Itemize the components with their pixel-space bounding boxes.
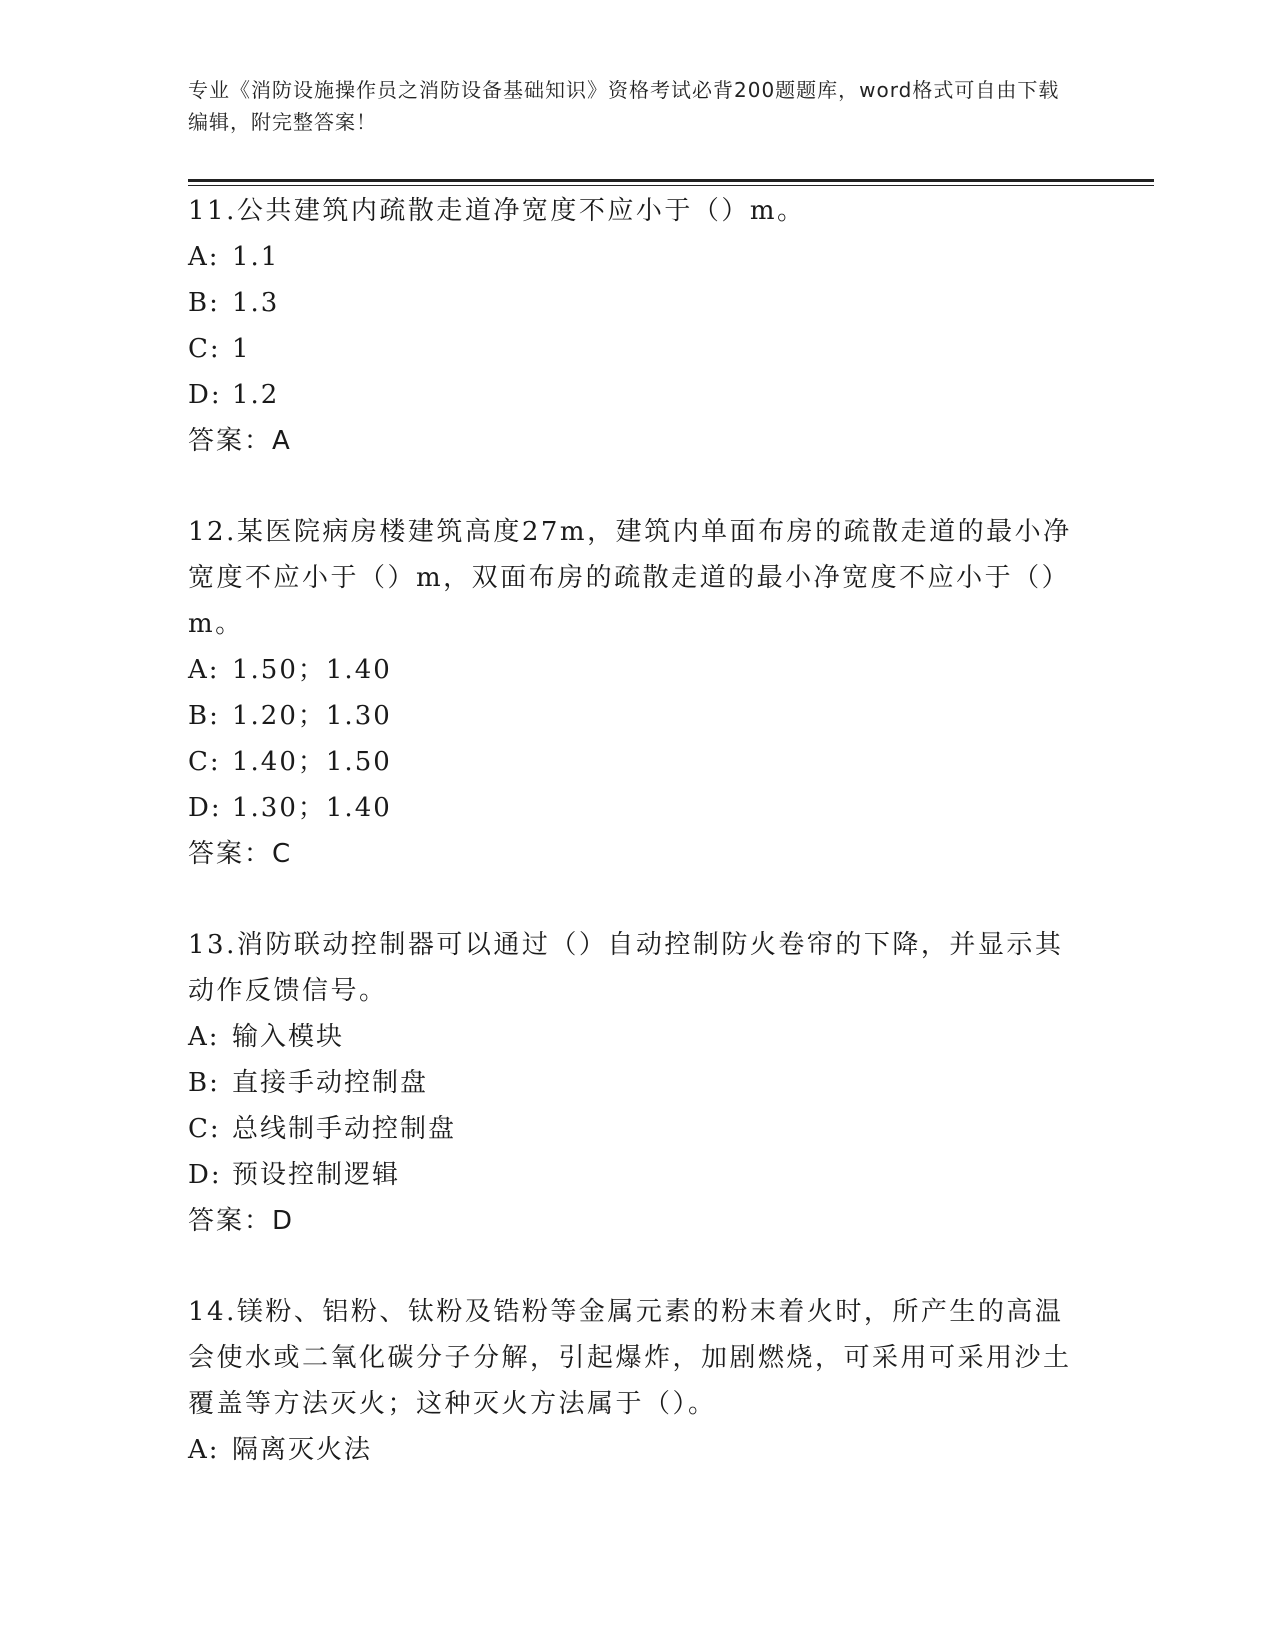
option-text: 1.3 — [232, 288, 280, 318]
option-label: A: — [188, 242, 220, 272]
header-rule-thick — [188, 179, 1154, 182]
option-label: D: — [188, 380, 222, 410]
option-text: 直接手动控制盘 — [232, 1068, 429, 1098]
option-c — [188, 739, 1088, 785]
question-11 — [188, 188, 1088, 464]
question-14 — [188, 1289, 1088, 1473]
question-gap — [188, 1244, 1088, 1289]
option-text: 输入模块 — [232, 1022, 345, 1052]
option-b — [188, 1060, 1088, 1106]
question-text: 14.镁粉、铝粉、钛粉及锆粉等金属元素的粉末着火时，所产生的高温会使水或二氧化碳分子分解，引起爆炸，加剧燃烧，可采用可采用沙土覆盖等方法灭火；这种灭火方法属于（）。 — [188, 1297, 1072, 1419]
option-label: B: — [188, 288, 220, 318]
option-text: 1.30；1.40 — [232, 793, 392, 823]
answer: 答案：C — [188, 839, 293, 869]
option-label: C: — [188, 334, 221, 364]
option-text: 隔离灭火法 — [232, 1435, 373, 1465]
option-c — [188, 326, 1088, 372]
answer: 答案：D — [188, 1206, 295, 1236]
option-label: D: — [188, 793, 222, 823]
option-b — [188, 693, 1088, 739]
option-d — [188, 1152, 1088, 1198]
option-text: 1.40；1.50 — [232, 747, 392, 777]
option-label: A: — [188, 1022, 220, 1052]
option-label: C: — [188, 747, 221, 777]
question-text: 12.某医院病房楼建筑高度27m，建筑内单面布房的疏散走道的最小净宽度不应小于（）m，双面布房的疏散走道的最小净宽度不应小于（）m。 — [188, 517, 1072, 639]
header-rule-thin — [188, 185, 1154, 186]
option-text: 总线制手动控制盘 — [232, 1114, 457, 1144]
question-gap — [188, 877, 1088, 922]
option-text: 1.20；1.30 — [232, 701, 392, 731]
option-a — [188, 647, 1088, 693]
option-a — [188, 1427, 1088, 1473]
option-a — [188, 234, 1088, 280]
option-d — [188, 785, 1088, 831]
question-13 — [188, 922, 1088, 1244]
option-text: 1 — [232, 334, 251, 364]
document-header: 专业《消防设施操作员之消防设备基础知识》资格考试必背200题题库，word格式可自由下载编辑，附完整答案！ — [188, 78, 1060, 134]
option-c — [188, 1106, 1088, 1152]
option-d — [188, 372, 1088, 418]
option-label: B: — [188, 1068, 220, 1098]
question-text: 13.消防联动控制器可以通过（）自动控制防火卷帘的下降，并显示其动作反馈信号。 — [188, 930, 1064, 1006]
question-12 — [188, 509, 1088, 877]
question-text: 11.公共建筑内疏散走道净宽度不应小于（）m。 — [188, 196, 806, 226]
question-list — [188, 188, 1088, 1473]
option-text: 1.2 — [232, 380, 280, 410]
option-text: 1.1 — [232, 242, 280, 272]
option-label: C: — [188, 1114, 221, 1144]
option-label: D: — [188, 1160, 222, 1190]
question-gap — [188, 464, 1088, 509]
option-text: 1.50；1.40 — [232, 655, 392, 685]
option-label: A: — [188, 1435, 220, 1465]
option-text: 预设控制逻辑 — [232, 1160, 401, 1190]
option-a — [188, 1014, 1088, 1060]
option-label: A: — [188, 655, 220, 685]
answer: 答案：A — [188, 426, 292, 456]
option-label: B: — [188, 701, 220, 731]
option-b — [188, 280, 1088, 326]
